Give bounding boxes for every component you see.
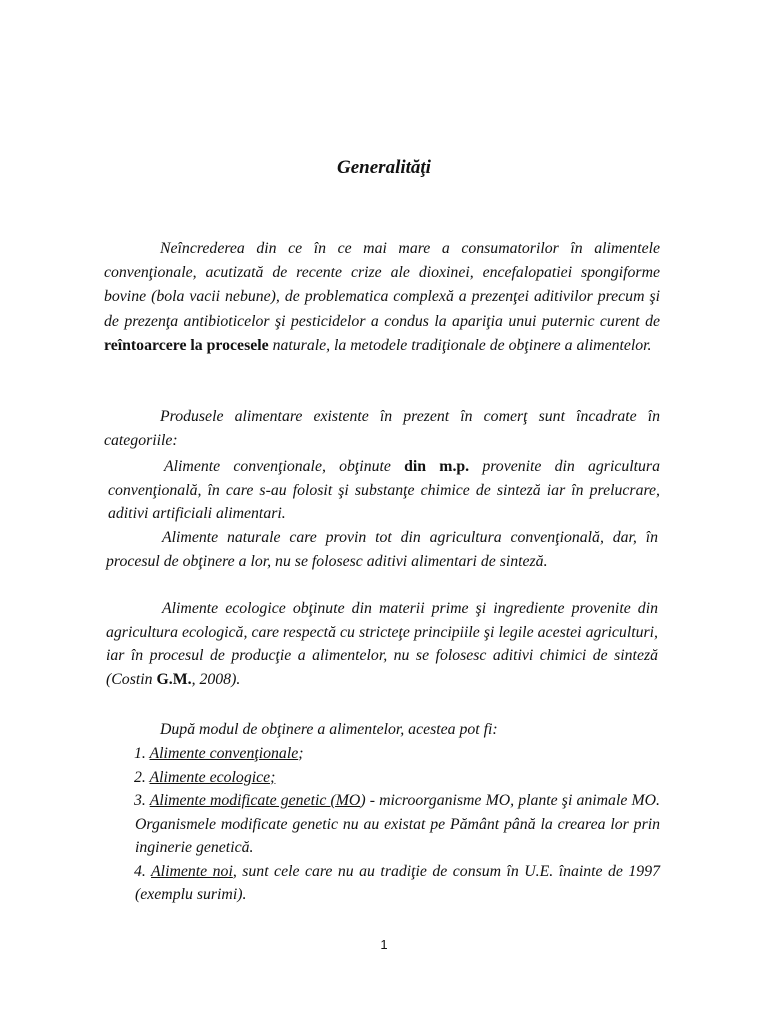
- ecological-foods-paragraph: [106, 597, 658, 691]
- page-title: Generalităţi: [337, 157, 431, 178]
- classification-paragraph: [104, 718, 660, 742]
- intro-text-b: naturale, la metodele tradiţionale de obţinere a alimentelor.: [268, 336, 652, 354]
- intro-text-bold: reîntoarcere la procesele: [104, 336, 269, 354]
- categories-text: Produsele alimentare existente în prezent în comerţ sunt încadrate în categoriile:: [104, 408, 660, 450]
- list-item: 4. Alimente noi, sunt cele care nu au tradiţie de consum în U.E. înainte de 1997 (exemplu surimi).: [134, 862, 660, 903]
- categories-paragraph: [104, 405, 660, 453]
- intro-paragraph: [104, 237, 660, 358]
- classification-text: După modul de obţinere a alimentelor, acestea pot fi:: [160, 721, 498, 738]
- conventional-text-a: Alimente convenţionale, obţinute: [164, 458, 405, 475]
- food-types-list: [135, 742, 660, 907]
- ecological-text-b: , 2008).: [191, 670, 241, 688]
- natural-foods-paragraph: [106, 526, 658, 573]
- ecological-text-bold: G.M.: [156, 670, 192, 688]
- ecological-text-a: Alimente ecologice obţinute din materii prime şi ingrediente provenite din agricultura ecologică, care respectă cu stricteţe principiile şi legile acestei agriculturi, iar în procesul de producţie a alimentelor, nu se folosesc aditivi chimici de sinteză (Costin: [106, 600, 658, 688]
- conventional-text-bold: din m.p.: [404, 458, 470, 475]
- conventional-foods-paragraph: [108, 455, 660, 526]
- list-item: 3. Alimente modificate genetic (MO) - microorganisme MO, plante şi animale MO. Organismele modificate genetic nu au existat pe Pământ până la crearea lor prin inginerie genetică.: [134, 792, 660, 856]
- intro-text-a: Neîncrederea din ce în ce mai mare a consumatorilor în alimentele convenţionale, acutizată de recente crize ale dioxinei, encefalopatiei spongiforme bovine (bola vacii nebune), de problematica complexă a prezenţei aditivilor precum şi de prezenţa antibioticelor şi pesticidelor a condus la apariţia unui puternic curent de: [104, 240, 660, 330]
- conventional-text-b: provenite din agricultura convenţională, în care s-au folosit şi substanţe chimice de sinteză iar în prelucrare, aditivi artificiali alimentari.: [108, 458, 660, 522]
- list-item: 1. Alimente convenţionale;: [134, 745, 304, 762]
- natural-text: Alimente naturale care provin tot din agricultura convenţională, dar, în procesul de obţinere a lor, nu se folosesc aditivi alimentari de sinteză.: [106, 529, 658, 570]
- page-number: 1: [380, 937, 388, 952]
- list-item: 2. Alimente ecologice;: [134, 768, 276, 786]
